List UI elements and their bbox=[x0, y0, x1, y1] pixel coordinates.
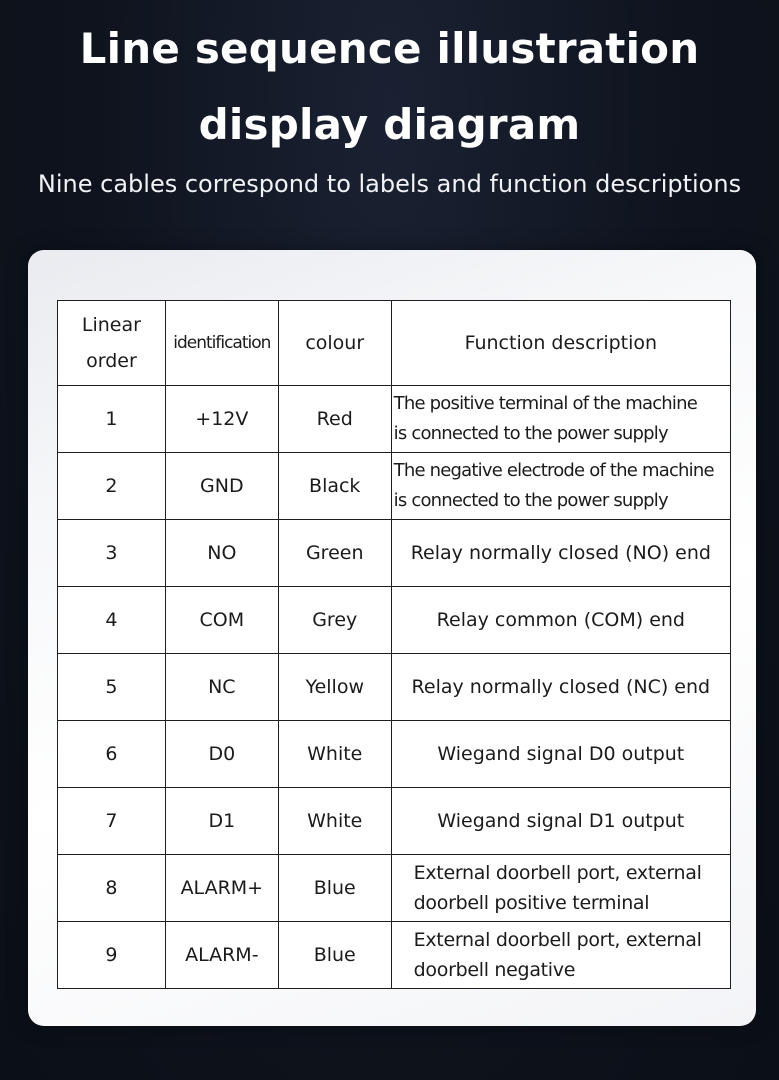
table-row bbox=[58, 386, 731, 453]
cell-identification: ALARM+ bbox=[165, 855, 278, 922]
cell-function bbox=[391, 453, 730, 520]
cell-identification: COM bbox=[165, 587, 278, 654]
cell-function: Wiegand signal D1 output bbox=[391, 788, 730, 855]
cell-identification: GND bbox=[165, 453, 278, 520]
cell-identification: NC bbox=[165, 654, 278, 721]
cell-identification: D1 bbox=[165, 788, 278, 855]
header-linear-order-line1: Linear bbox=[81, 314, 141, 336]
cell-order: 6 bbox=[58, 721, 166, 788]
cell-identification: NO bbox=[165, 520, 278, 587]
table-row bbox=[58, 788, 731, 855]
cell-order: 7 bbox=[58, 788, 166, 855]
table-header-row bbox=[58, 301, 731, 386]
page-title-line1: Line sequence illustration bbox=[79, 24, 700, 73]
cell-order: 3 bbox=[58, 520, 166, 587]
cell-order: 9 bbox=[58, 922, 166, 989]
table-row bbox=[58, 922, 731, 989]
cell-order: 2 bbox=[58, 453, 166, 520]
cell-function bbox=[391, 922, 730, 989]
cell-function: Relay normally closed (NC) end bbox=[391, 654, 730, 721]
cell-order: 4 bbox=[58, 587, 166, 654]
header-linear-order-line2: order bbox=[86, 350, 137, 372]
cell-colour: White bbox=[278, 788, 391, 855]
header-function-description: Function description bbox=[391, 301, 730, 386]
cell-function-line1: The positive terminal of the machine bbox=[393, 393, 697, 414]
cell-function: Wiegand signal D0 output bbox=[391, 721, 730, 788]
cell-order: 5 bbox=[58, 654, 166, 721]
cell-identification: +12V bbox=[165, 386, 278, 453]
cell-function bbox=[391, 386, 730, 453]
cell-function: Relay common (COM) end bbox=[391, 587, 730, 654]
cell-function-line2: is connected to the power supply bbox=[393, 423, 668, 444]
cell-function-line1: External doorbell port, external bbox=[413, 929, 702, 951]
page-subtitle: Nine cables correspond to labels and function descriptions bbox=[37, 170, 742, 198]
cell-identification: D0 bbox=[165, 721, 278, 788]
table-row bbox=[58, 453, 731, 520]
cell-function-line1: The negative electrode of the machine bbox=[393, 460, 714, 481]
cell-function-line2: is connected to the power supply bbox=[393, 490, 668, 511]
table-row bbox=[58, 587, 731, 654]
cell-function: Relay normally closed (NO) end bbox=[391, 520, 730, 587]
cell-colour: White bbox=[278, 721, 391, 788]
header-linear-order bbox=[58, 301, 166, 386]
cell-order: 1 bbox=[58, 386, 166, 453]
cell-colour: Black bbox=[278, 453, 391, 520]
table-row bbox=[58, 855, 731, 922]
cell-colour: Blue bbox=[278, 855, 391, 922]
table-row bbox=[58, 520, 731, 587]
cell-colour: Yellow bbox=[278, 654, 391, 721]
cell-function bbox=[391, 855, 730, 922]
cell-colour: Grey bbox=[278, 587, 391, 654]
cell-function-line1: External doorbell port, external bbox=[413, 862, 702, 884]
header-colour: colour bbox=[278, 301, 391, 386]
wiring-table bbox=[57, 300, 731, 989]
cell-function-line2: doorbell negative bbox=[413, 959, 576, 981]
cell-colour: Green bbox=[278, 520, 391, 587]
table-row bbox=[58, 654, 731, 721]
cell-colour: Blue bbox=[278, 922, 391, 989]
cell-identification: ALARM- bbox=[165, 922, 278, 989]
cell-colour: Red bbox=[278, 386, 391, 453]
page-title-line2: display diagram bbox=[198, 100, 581, 149]
cell-function-line2: doorbell positive terminal bbox=[413, 892, 650, 914]
table-row bbox=[58, 721, 731, 788]
header-identification: identification bbox=[165, 301, 278, 386]
cell-order: 8 bbox=[58, 855, 166, 922]
